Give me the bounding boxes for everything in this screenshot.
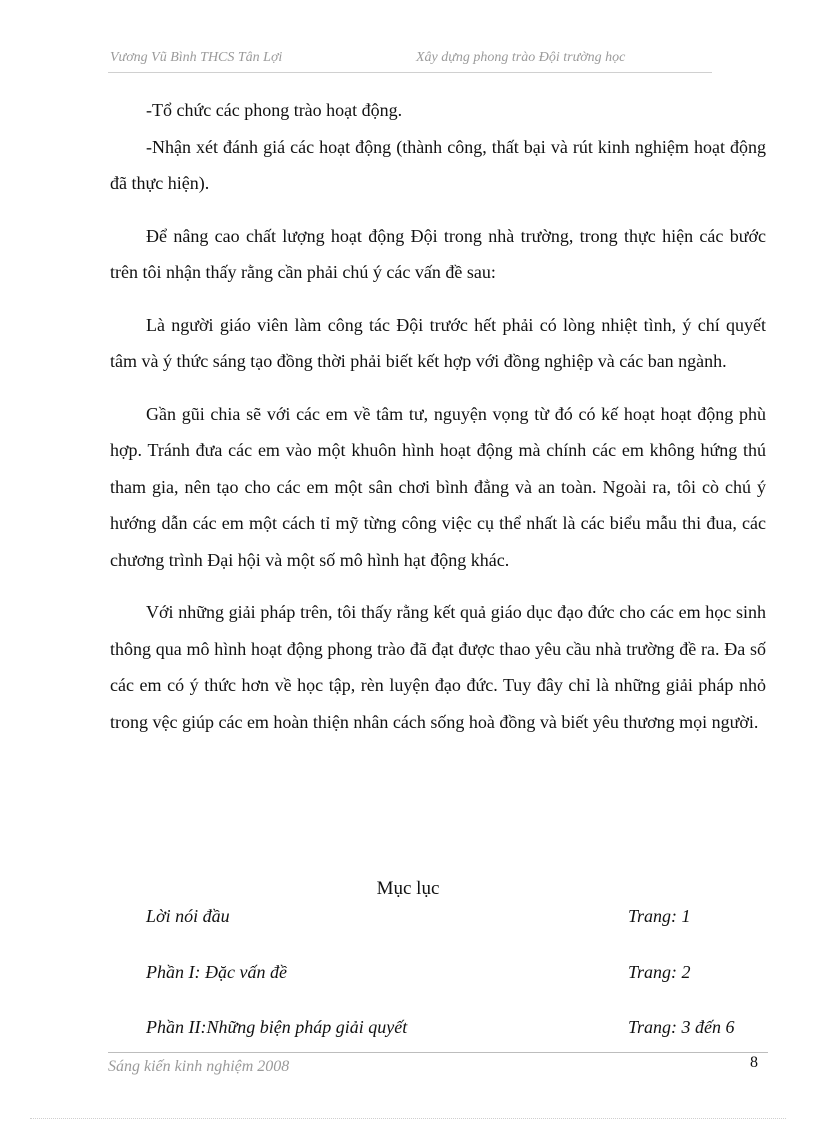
footer-text: Sáng kiến kinh nghiệm 2008 [108, 1058, 290, 1075]
page-number: 8 [750, 1054, 758, 1071]
paragraph-5: Gần gũi chia sẽ với các em về tâm tư, nguyện vọng từ đó có kế hoạt hoạt động phù hợp. Tránh đưa các em vào một khuôn hình hoạt động mà chính các em không hứng thú tham gia, nên tạo cho các em một sân chơi bình đẳng và an toàn. Ngoài ra, tôi cò chú ý hướng dẫn các em một cách tỉ mỹ từng công việc cụ thể nhất là các biểu mẫu thi đua, các chương trình Đại hội và một số mô hình hạt động khác. [110, 403, 766, 570]
paragraph-4: Là người giáo viên làm công tác Đội trước hết phải có lòng nhiệt tình, ý chí quyết tâm và ý thức sáng tạo đồng thời phải biết kết hợp với đồng nghiệp và các ban ngành. [110, 314, 766, 371]
page-boundary [30, 1118, 786, 1119]
toc-item-page: Trang: 3 đến 6 [628, 1017, 735, 1037]
toc-item-title: Lời nói đầu [146, 906, 230, 926]
header-author: Vương Vũ Bình THCS Tân Lợi [110, 50, 283, 65]
footer-rule [108, 1052, 768, 1053]
toc-item-title: Phần II:Những biện pháp giải quyết [146, 1017, 408, 1037]
toc-item-page: Trang: 2 [628, 962, 691, 982]
toc-item-page: Trang: 1 [628, 906, 691, 926]
paragraph-2: -Nhận xét đánh giá các hoạt động (thành công, thất bại và rút kinh nghiệm hoạt động đã thực hiện). [110, 136, 766, 193]
toc-title: Mục lục [376, 878, 440, 899]
body-text [110, 92, 766, 740]
header-rule [108, 72, 712, 73]
page-header [110, 50, 706, 70]
toc-item [146, 906, 766, 932]
toc-item-title: Phần I: Đặc vấn đề [146, 962, 287, 982]
toc-item [146, 1017, 766, 1043]
header-title: Xây dựng phong trào Đội trường học [416, 50, 626, 65]
paragraph-1: -Tổ chức các phong trào hoạt động. [146, 100, 403, 120]
toc-item [146, 962, 766, 988]
paragraph-3: Để nâng cao chất lượng hoạt động Đội trong nhà trường, trong thực hiện các bước trên tôi nhận thấy rằng cần phải chú ý các vấn đề sau: [110, 225, 766, 282]
paragraph-6: Với những giải pháp trên, tôi thấy rằng kết quả giáo dục đạo đức cho các em học sinh thông qua mô hình hoạt động phong trào đã đạt được thao yêu cầu nhà trường đề ra. Đa số các em có ý thức hơn về học tập, rèn luyện đạo đức. Tuy đây chỉ là những giải pháp nhỏ trong vệc giúp các em hoàn thiện nhân cách sống hoà đồng và biết yêu thương mọi người. [110, 602, 766, 732]
